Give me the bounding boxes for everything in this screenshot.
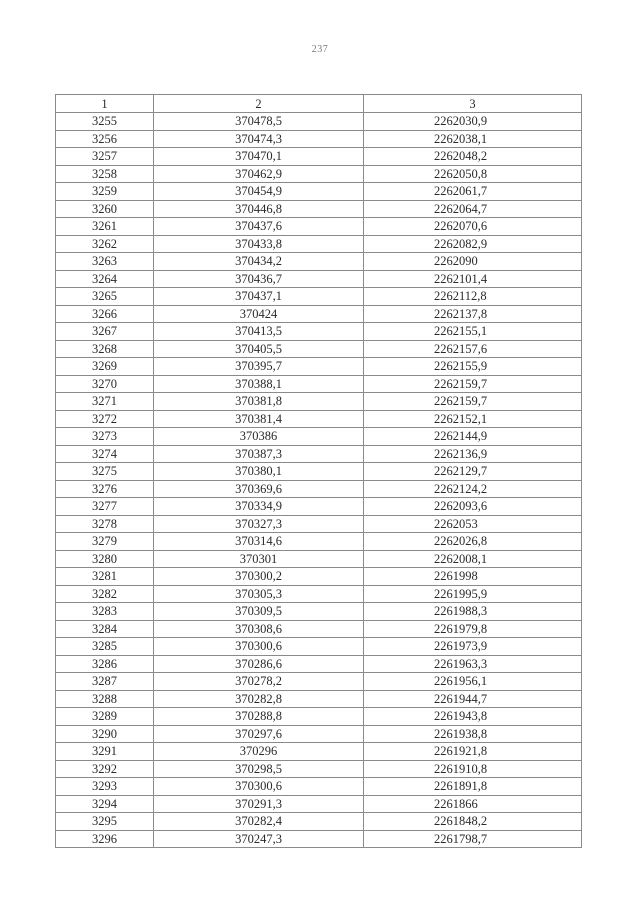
table-row xyxy=(56,760,582,778)
y-coordinate-cell: 2262048,2 xyxy=(364,148,582,166)
table-row xyxy=(56,725,582,743)
table-row xyxy=(56,323,582,341)
table-row xyxy=(56,235,582,253)
x-coordinate-cell: 370314,6 xyxy=(154,533,364,551)
y-coordinate-cell: 2262064,7 xyxy=(364,200,582,218)
point-number-cell: 3270 xyxy=(56,375,154,393)
y-coordinate-cell: 2262061,7 xyxy=(364,183,582,201)
point-number-cell: 3287 xyxy=(56,673,154,691)
point-number-cell: 3279 xyxy=(56,533,154,551)
x-coordinate-cell: 370381,4 xyxy=(154,410,364,428)
y-coordinate-cell: 2262101,4 xyxy=(364,270,582,288)
x-coordinate-cell: 370334,9 xyxy=(154,498,364,516)
x-coordinate-cell: 370437,6 xyxy=(154,218,364,236)
table-row xyxy=(56,463,582,481)
table-row xyxy=(56,655,582,673)
y-coordinate-cell: 2261910,8 xyxy=(364,760,582,778)
y-coordinate-cell: 2261943,8 xyxy=(364,708,582,726)
point-number-cell: 3293 xyxy=(56,778,154,796)
table-row xyxy=(56,183,582,201)
x-coordinate-cell: 370305,3 xyxy=(154,585,364,603)
table-row xyxy=(56,218,582,236)
y-coordinate-cell: 2261938,8 xyxy=(364,725,582,743)
table-row xyxy=(56,673,582,691)
table-row xyxy=(56,813,582,831)
table-row xyxy=(56,708,582,726)
table-row xyxy=(56,795,582,813)
x-coordinate-cell: 370309,5 xyxy=(154,603,364,621)
y-coordinate-cell: 2262112,8 xyxy=(364,288,582,306)
table-row xyxy=(56,498,582,516)
y-coordinate-cell: 2261798,7 xyxy=(364,830,582,848)
point-number-cell: 3283 xyxy=(56,603,154,621)
table-row xyxy=(56,288,582,306)
y-coordinate-cell: 2261973,9 xyxy=(364,638,582,656)
table-row xyxy=(56,533,582,551)
x-coordinate-cell: 370300,2 xyxy=(154,568,364,586)
x-coordinate-cell: 370413,5 xyxy=(154,323,364,341)
table-row xyxy=(56,270,582,288)
y-coordinate-cell: 2262136,9 xyxy=(364,445,582,463)
table-row xyxy=(56,410,582,428)
point-number-cell: 3257 xyxy=(56,148,154,166)
point-number-cell: 3269 xyxy=(56,358,154,376)
point-number-cell: 3276 xyxy=(56,480,154,498)
table-row xyxy=(56,585,582,603)
table-row xyxy=(56,690,582,708)
column-header-3: 3 xyxy=(364,95,582,113)
y-coordinate-cell: 2262082,9 xyxy=(364,235,582,253)
point-number-cell: 3286 xyxy=(56,655,154,673)
x-coordinate-cell: 370434,2 xyxy=(154,253,364,271)
x-coordinate-cell: 370296 xyxy=(154,743,364,761)
table-row xyxy=(56,638,582,656)
y-coordinate-cell: 2261891,8 xyxy=(364,778,582,796)
coordinates-table xyxy=(55,94,582,848)
point-number-cell: 3280 xyxy=(56,550,154,568)
table-row xyxy=(56,375,582,393)
x-coordinate-cell: 370301 xyxy=(154,550,364,568)
x-coordinate-cell: 370405,5 xyxy=(154,340,364,358)
x-coordinate-cell: 370436,7 xyxy=(154,270,364,288)
point-number-cell: 3260 xyxy=(56,200,154,218)
y-coordinate-cell: 2262152,1 xyxy=(364,410,582,428)
point-number-cell: 3281 xyxy=(56,568,154,586)
y-coordinate-cell: 2261963,3 xyxy=(364,655,582,673)
x-coordinate-cell: 370300,6 xyxy=(154,778,364,796)
y-coordinate-cell: 2261848,2 xyxy=(364,813,582,831)
y-coordinate-cell: 2261944,7 xyxy=(364,690,582,708)
point-number-cell: 3292 xyxy=(56,760,154,778)
table-row xyxy=(56,480,582,498)
x-coordinate-cell: 370446,8 xyxy=(154,200,364,218)
x-coordinate-cell: 370478,5 xyxy=(154,113,364,131)
point-number-cell: 3256 xyxy=(56,130,154,148)
x-coordinate-cell: 370282,8 xyxy=(154,690,364,708)
x-coordinate-cell: 370386 xyxy=(154,428,364,446)
point-number-cell: 3294 xyxy=(56,795,154,813)
table-row xyxy=(56,253,582,271)
point-number-cell: 3271 xyxy=(56,393,154,411)
x-coordinate-cell: 370297,6 xyxy=(154,725,364,743)
point-number-cell: 3258 xyxy=(56,165,154,183)
point-number-cell: 3267 xyxy=(56,323,154,341)
table-row xyxy=(56,305,582,323)
table-row xyxy=(56,620,582,638)
table-row xyxy=(56,743,582,761)
table-row xyxy=(56,445,582,463)
x-coordinate-cell: 370308,6 xyxy=(154,620,364,638)
x-coordinate-cell: 370380,1 xyxy=(154,463,364,481)
header-row xyxy=(56,95,582,113)
y-coordinate-cell: 2262137,8 xyxy=(364,305,582,323)
x-coordinate-cell: 370247,3 xyxy=(154,830,364,848)
table-header xyxy=(56,95,582,113)
point-number-cell: 3264 xyxy=(56,270,154,288)
point-number-cell: 3265 xyxy=(56,288,154,306)
x-coordinate-cell: 370282,4 xyxy=(154,813,364,831)
table-row xyxy=(56,515,582,533)
y-coordinate-cell: 2262155,1 xyxy=(364,323,582,341)
point-number-cell: 3261 xyxy=(56,218,154,236)
y-coordinate-cell: 2262026,8 xyxy=(364,533,582,551)
y-coordinate-cell: 2261956,1 xyxy=(364,673,582,691)
y-coordinate-cell: 2262070,6 xyxy=(364,218,582,236)
y-coordinate-cell: 2262030,9 xyxy=(364,113,582,131)
y-coordinate-cell: 2262093,6 xyxy=(364,498,582,516)
table-row xyxy=(56,340,582,358)
table-row xyxy=(56,393,582,411)
y-coordinate-cell: 2262053 xyxy=(364,515,582,533)
x-coordinate-cell: 370278,2 xyxy=(154,673,364,691)
point-number-cell: 3295 xyxy=(56,813,154,831)
y-coordinate-cell: 2262124,2 xyxy=(364,480,582,498)
y-coordinate-cell: 2261921,8 xyxy=(364,743,582,761)
point-number-cell: 3275 xyxy=(56,463,154,481)
table-row xyxy=(56,200,582,218)
y-coordinate-cell: 2261979,8 xyxy=(364,620,582,638)
column-header-1: 1 xyxy=(56,95,154,113)
point-number-cell: 3255 xyxy=(56,113,154,131)
point-number-cell: 3291 xyxy=(56,743,154,761)
x-coordinate-cell: 370437,1 xyxy=(154,288,364,306)
y-coordinate-cell: 2262050,8 xyxy=(364,165,582,183)
table-row xyxy=(56,113,582,131)
x-coordinate-cell: 370300,6 xyxy=(154,638,364,656)
x-coordinate-cell: 370474,3 xyxy=(154,130,364,148)
y-coordinate-cell: 2262155,9 xyxy=(364,358,582,376)
table-row xyxy=(56,550,582,568)
table-row xyxy=(56,603,582,621)
y-coordinate-cell: 2262157,6 xyxy=(364,340,582,358)
point-number-cell: 3277 xyxy=(56,498,154,516)
x-coordinate-cell: 370381,8 xyxy=(154,393,364,411)
point-number-cell: 3262 xyxy=(56,235,154,253)
x-coordinate-cell: 370388,1 xyxy=(154,375,364,393)
x-coordinate-cell: 370462,9 xyxy=(154,165,364,183)
x-coordinate-cell: 370369,6 xyxy=(154,480,364,498)
point-number-cell: 3290 xyxy=(56,725,154,743)
point-number-cell: 3284 xyxy=(56,620,154,638)
y-coordinate-cell: 2262038,1 xyxy=(364,130,582,148)
point-number-cell: 3274 xyxy=(56,445,154,463)
table-row xyxy=(56,130,582,148)
point-number-cell: 3296 xyxy=(56,830,154,848)
column-header-2: 2 xyxy=(154,95,364,113)
point-number-cell: 3272 xyxy=(56,410,154,428)
x-coordinate-cell: 370424 xyxy=(154,305,364,323)
point-number-cell: 3263 xyxy=(56,253,154,271)
x-coordinate-cell: 370433,8 xyxy=(154,235,364,253)
y-coordinate-cell: 2262144,9 xyxy=(364,428,582,446)
point-number-cell: 3268 xyxy=(56,340,154,358)
y-coordinate-cell: 2261995,9 xyxy=(364,585,582,603)
table-row xyxy=(56,830,582,848)
x-coordinate-cell: 370454,9 xyxy=(154,183,364,201)
table-row xyxy=(56,428,582,446)
table-row xyxy=(56,568,582,586)
y-coordinate-cell: 2261866 xyxy=(364,795,582,813)
y-coordinate-cell: 2261998 xyxy=(364,568,582,586)
y-coordinate-cell: 2261988,3 xyxy=(364,603,582,621)
y-coordinate-cell: 2262129,7 xyxy=(364,463,582,481)
point-number-cell: 3266 xyxy=(56,305,154,323)
point-number-cell: 3288 xyxy=(56,690,154,708)
x-coordinate-cell: 370298,5 xyxy=(154,760,364,778)
x-coordinate-cell: 370288,8 xyxy=(154,708,364,726)
table-row xyxy=(56,148,582,166)
point-number-cell: 3259 xyxy=(56,183,154,201)
point-number-cell: 3273 xyxy=(56,428,154,446)
x-coordinate-cell: 370470,1 xyxy=(154,148,364,166)
point-number-cell: 3285 xyxy=(56,638,154,656)
x-coordinate-cell: 370387,3 xyxy=(154,445,364,463)
y-coordinate-cell: 2262008,1 xyxy=(364,550,582,568)
y-coordinate-cell: 2262090 xyxy=(364,253,582,271)
point-number-cell: 3278 xyxy=(56,515,154,533)
x-coordinate-cell: 370291,3 xyxy=(154,795,364,813)
point-number-cell: 3282 xyxy=(56,585,154,603)
x-coordinate-cell: 370286,6 xyxy=(154,655,364,673)
table-body xyxy=(56,113,582,848)
y-coordinate-cell: 2262159,7 xyxy=(364,393,582,411)
table-row xyxy=(56,358,582,376)
point-number-cell: 3289 xyxy=(56,708,154,726)
y-coordinate-cell: 2262159,7 xyxy=(364,375,582,393)
table-row xyxy=(56,778,582,796)
x-coordinate-cell: 370327,3 xyxy=(154,515,364,533)
x-coordinate-cell: 370395,7 xyxy=(154,358,364,376)
table-row xyxy=(56,165,582,183)
page-number: 237 xyxy=(311,44,329,55)
